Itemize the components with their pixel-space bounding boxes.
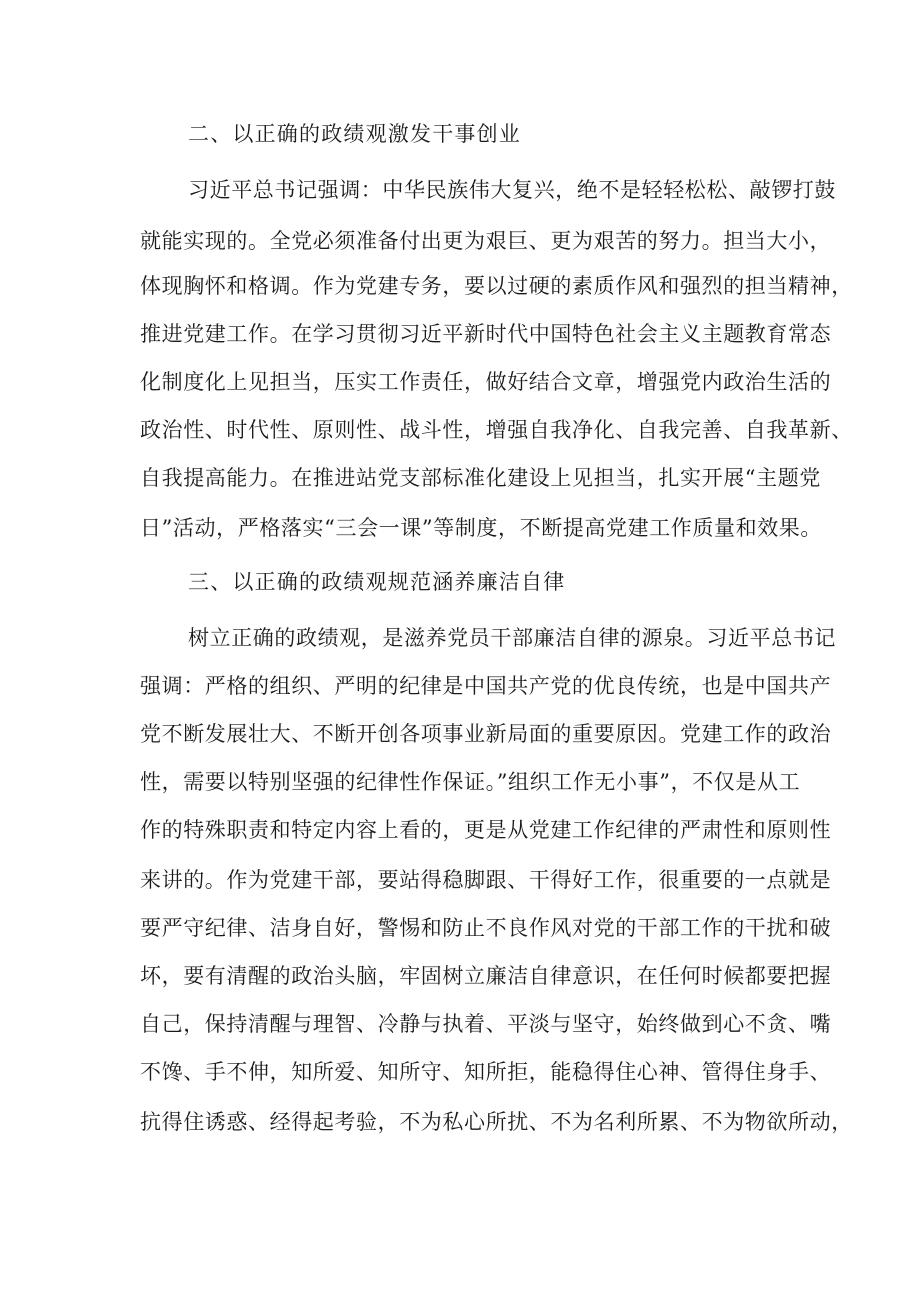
paragraph-line: 性，需要以特别坚强的纪律性作保证。”组织工作无小事”，不仅是从工 [140, 770, 801, 794]
paragraph-line: 自己，保持清醒与理智、冷静与执着、平淡与坚守，始终做到心不贪、嘴 [140, 1012, 832, 1036]
paragraph-line: 树立正确的政绩观，是滋养党员干部廉洁自律的源泉。习近平总书记 [188, 626, 836, 650]
paragraph-line: 抗得住诱惑、经得起考验，不为私心所扰、不为名利所累、不为物欲所动， [140, 1110, 853, 1134]
paragraph-line: 推进党建工作。在学习贯彻习近平新时代中国特色社会主义主题教育常态 [140, 322, 832, 346]
paragraph-line: 强调：严格的组织、严明的纪律是中国共产党的优良传统，也是中国共产 [140, 674, 832, 698]
paragraph-line: 不馋、手不伸，知所爱、知所守、知所拒，能稳得住心神、管得住身手、 [140, 1060, 832, 1084]
paragraph-line: 体现胸怀和格调。作为党建专务，要以过硬的素质作风和强烈的担当精神， [140, 274, 853, 298]
paragraph-line: 要严守纪律、洁身自好，警惕和防止不良作风对党的干部工作的干扰和破 [140, 916, 832, 940]
paragraph-line: 习近平总书记强调：中华民族伟大复兴，绝不是轻轻松松、敲锣打鼓 [188, 178, 836, 202]
paragraph-line: 自我提高能力。在推进站党支部标准化建设上见担当，扎实开展“主题党 [140, 466, 821, 490]
paragraph-line: 化制度化上见担当，压实工作责任，做好结合文章，增强党内政治生活的 [140, 370, 832, 394]
paragraph-line: 坏，要有清醒的政治头脑，牢固树立廉洁自律意识，在任何时候都要把握 [140, 964, 832, 988]
paragraph-line: 党不断发展壮大、不断开创各项事业新局面的重要原因。党建工作的政治 [140, 722, 832, 746]
section-heading-3: 三、以正确的政绩观规范涵养廉洁自律 [188, 570, 566, 594]
paragraph-line: 作的特殊职责和特定内容上看的，更是从党建工作纪律的严肃性和原则性 [140, 818, 832, 842]
section-heading-2: 二、以正确的政绩观激发干事创业 [188, 122, 521, 146]
paragraph-line: 来讲的。作为党建干部，要站得稳脚跟、干得好工作，很重要的一点就是 [140, 868, 832, 892]
paragraph-line: 日”活动，严格落实“三会一课”等制度，不断提高党建工作质量和效果。 [140, 516, 823, 540]
paragraph-line: 政治性、时代性、原则性、战斗性，增强自我净化、自我完善、自我革新、 [140, 418, 853, 442]
paragraph-line: 就能实现的。全党必须准备付出更为艰巨、更为艰苦的努力。担当大小， [140, 229, 832, 253]
